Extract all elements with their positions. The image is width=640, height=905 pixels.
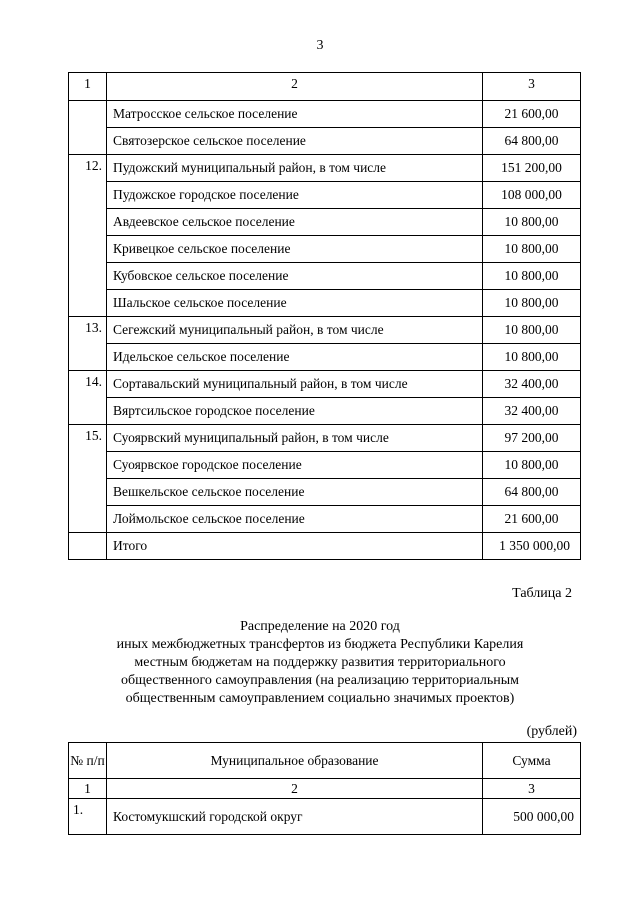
table2-title-line: общественным самоуправлением социально значимых проектов) xyxy=(125,691,515,706)
municipality-name: Костомукшский городской округ xyxy=(107,799,483,835)
units-label: (рублей) xyxy=(526,724,577,739)
amount: 32 400,00 xyxy=(483,398,581,425)
amount: 151 200,00 xyxy=(483,155,581,182)
row-number: 1. xyxy=(69,799,107,835)
table-row xyxy=(69,236,581,263)
amount: 21 600,00 xyxy=(483,506,581,533)
amount: 10 800,00 xyxy=(483,317,581,344)
table-row xyxy=(69,425,581,452)
table2-title-line: местным бюджетам на поддержку развития территориального xyxy=(134,655,506,670)
table-row xyxy=(69,398,581,425)
amount: 64 800,00 xyxy=(483,479,581,506)
amount: 108 000,00 xyxy=(483,182,581,209)
municipality-name: Вешкельское сельское поселение xyxy=(107,479,483,506)
table2-header-row xyxy=(69,743,581,779)
row-number: 12. xyxy=(69,155,107,317)
municipality-name: Шальское сельское поселение xyxy=(107,290,483,317)
amount: 10 800,00 xyxy=(483,452,581,479)
table2-header-num: № п/п xyxy=(69,743,107,779)
table2-colnum: 2 xyxy=(107,779,483,799)
municipality-name: Сегежский муниципальный район, в том числе xyxy=(107,317,483,344)
total-label: Итого xyxy=(107,533,483,560)
table1-header-col3: 3 xyxy=(483,73,581,101)
municipality-name: Святозерское сельское поселение xyxy=(107,128,483,155)
total-row xyxy=(69,533,581,560)
table-row xyxy=(69,155,581,182)
municipality-name: Вяртсильское городское поселение xyxy=(107,398,483,425)
table1-header-col1: 1 xyxy=(69,73,107,101)
amount: 10 800,00 xyxy=(483,236,581,263)
table2-colnum-row xyxy=(69,779,581,799)
municipality-name: Пудожский муниципальный район, в том числе xyxy=(107,155,483,182)
allocation-table-2 xyxy=(68,742,581,835)
table-row xyxy=(69,799,581,835)
table1-header-col2: 2 xyxy=(107,73,483,101)
table-row xyxy=(69,128,581,155)
table-row xyxy=(69,290,581,317)
table-row xyxy=(69,479,581,506)
amount: 10 800,00 xyxy=(483,290,581,317)
amount: 500 000,00 xyxy=(483,799,581,835)
amount: 10 800,00 xyxy=(483,263,581,290)
amount: 97 200,00 xyxy=(483,425,581,452)
amount: 21 600,00 xyxy=(483,101,581,128)
table2-colnum: 1 xyxy=(69,779,107,799)
table2-title xyxy=(60,618,580,708)
municipality-name: Авдеевское сельское поселение xyxy=(107,209,483,236)
row-number xyxy=(69,101,107,155)
table2-header-amount: Сумма xyxy=(483,743,581,779)
municipality-name: Матросское сельское поселение xyxy=(107,101,483,128)
municipality-name: Пудожское городское поселение xyxy=(107,182,483,209)
table-row xyxy=(69,182,581,209)
row-number: 14. xyxy=(69,371,107,425)
table-row xyxy=(69,452,581,479)
table-row xyxy=(69,209,581,236)
allocation-table-1 xyxy=(68,72,581,560)
row-number: 15. xyxy=(69,425,107,533)
table-row xyxy=(69,101,581,128)
table-row xyxy=(69,317,581,344)
amount: 32 400,00 xyxy=(483,371,581,398)
table-row xyxy=(69,506,581,533)
municipality-name: Суоярвское городское поселение xyxy=(107,452,483,479)
row-number xyxy=(69,533,107,560)
table2-title-line: Распределение на 2020 год xyxy=(240,619,400,634)
amount: 10 800,00 xyxy=(483,344,581,371)
table2-colnum: 3 xyxy=(483,779,581,799)
total-amount: 1 350 000,00 xyxy=(483,533,581,560)
table-row xyxy=(69,344,581,371)
table2-header-name: Муниципальное образование xyxy=(107,743,483,779)
municipality-name: Идельское сельское поселение xyxy=(107,344,483,371)
municipality-name: Лоймольское сельское поселение xyxy=(107,506,483,533)
table2-label: Таблица 2 xyxy=(512,586,572,601)
municipality-name: Суоярвский муниципальный район, в том числе xyxy=(107,425,483,452)
page-number: 3 xyxy=(316,38,324,53)
row-number: 13. xyxy=(69,317,107,371)
amount: 10 800,00 xyxy=(483,209,581,236)
municipality-name: Сортавальский муниципальный район, в том числе xyxy=(107,371,483,398)
table2-title-line: иных межбюджетных трансфертов из бюджета Республики Карелия xyxy=(116,637,524,652)
table-row xyxy=(69,371,581,398)
municipality-name: Кривецкое сельское поселение xyxy=(107,236,483,263)
table1-header-row xyxy=(69,73,581,101)
amount: 64 800,00 xyxy=(483,128,581,155)
table-row xyxy=(69,263,581,290)
municipality-name: Кубовское сельское поселение xyxy=(107,263,483,290)
table2-title-line: общественного самоуправления (на реализацию территориальным xyxy=(120,673,520,688)
